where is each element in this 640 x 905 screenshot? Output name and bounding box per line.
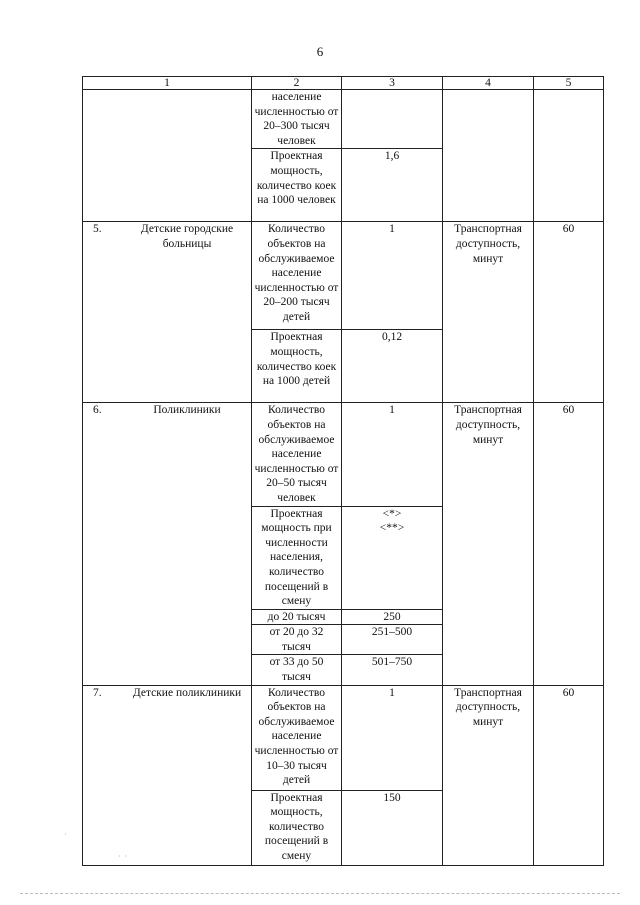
sub-label-cell: до 20 тысяч: [252, 609, 342, 625]
scan-specks: · ·: [118, 852, 128, 861]
value-cell: 1: [342, 403, 443, 506]
indicator-cell: Количество объектов на обслуживаемое население численностью от 20–50 тысяч человек: [252, 403, 342, 506]
empty-cell: [443, 90, 534, 222]
empty-cell: [83, 90, 252, 222]
minutes-cell: 60: [534, 403, 604, 685]
value-cell: [342, 90, 443, 149]
scan-specks: ·: [64, 830, 67, 839]
indicator-cell: Проектная мощность при численности населения, количество посещений в смену: [252, 506, 342, 609]
facility-name-cell: [83, 403, 252, 685]
value-cell: [342, 506, 443, 609]
table-row: [83, 685, 604, 790]
accessibility-cell: Транспортная доступность, минут: [443, 685, 534, 865]
facility-name-cell: [83, 222, 252, 403]
value-cell: 1,6: [342, 149, 443, 222]
accessibility-cell: Транспортная доступность, минут: [443, 222, 534, 403]
indicator-cell: Количество объектов на обслуживаемое население численностью от 20–200 тысяч детей: [252, 222, 342, 330]
table-row: [83, 222, 604, 330]
value-line: <**>: [379, 522, 405, 535]
facility-name-cell: [83, 685, 252, 865]
value-cell: 250: [342, 609, 443, 625]
indicator-cell: Количество объектов на обслуживаемое население численностью от 10–30 тысяч детей: [252, 685, 342, 790]
indicator-cell: Проектная мощность, количество коек на 1000 детей: [252, 330, 342, 403]
facility-name: Детские поликлиники: [132, 686, 242, 699]
scan-edge-line: [20, 893, 620, 895]
column-header: 4: [443, 77, 534, 90]
value-cell: 1: [342, 685, 443, 790]
empty-cell: [534, 90, 604, 222]
column-header: 2: [252, 77, 342, 90]
table-header-row: [83, 77, 604, 90]
indicator-cell: население численностью от 20–300 тысяч человек: [252, 90, 342, 149]
value-line: <*>: [382, 507, 402, 520]
facility-name: Детские городские больницы: [140, 223, 234, 250]
column-header: 1: [83, 77, 252, 90]
indicator-cell: Проектная мощность, количество посещений в смену: [252, 790, 342, 865]
minutes-cell: 60: [534, 685, 604, 865]
accessibility-cell: Транспортная доступность, минут: [443, 403, 534, 685]
sub-label-cell: от 20 до 32 тысяч: [252, 625, 342, 655]
value-cell: 0,12: [342, 330, 443, 403]
indicator-cell: Проектная мощность, количество коек на 1000 человек: [252, 149, 342, 222]
row-number: 5.: [93, 223, 102, 236]
value-cell: 1: [342, 222, 443, 330]
facility-name: Поликлиники: [153, 404, 221, 417]
sub-label-cell: от 33 до 50 тысяч: [252, 655, 342, 685]
minutes-cell: 60: [534, 222, 604, 403]
table-row: [83, 90, 604, 149]
row-number: 6.: [93, 404, 102, 417]
row-number: 7.: [93, 686, 102, 699]
standards-table: [82, 76, 604, 866]
value-cell: 501–750: [342, 655, 443, 685]
table-row: [83, 403, 604, 506]
column-header: 3: [342, 77, 443, 90]
value-cell: 150: [342, 790, 443, 865]
page-number: 6: [316, 44, 324, 59]
value-cell: 251–500: [342, 625, 443, 655]
column-header: 5: [534, 77, 604, 90]
